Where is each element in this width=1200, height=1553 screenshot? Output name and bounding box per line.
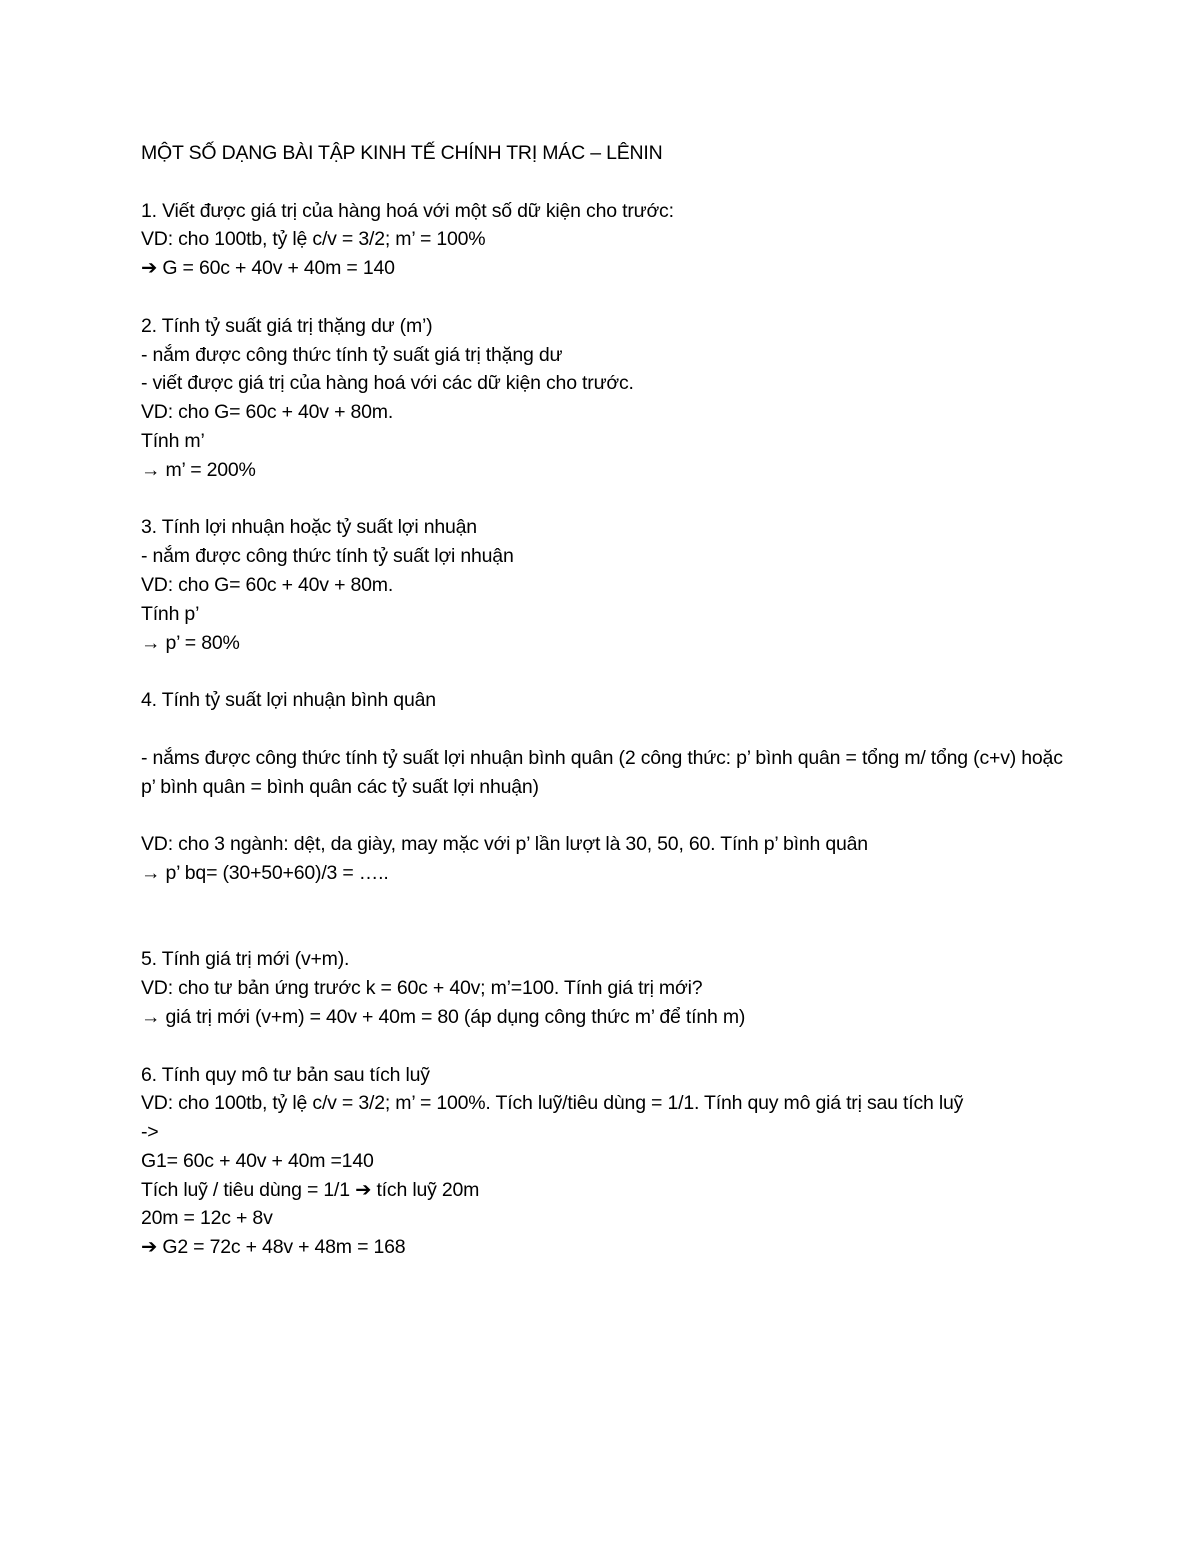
- section-1-example: VD: cho 100tb, tỷ lệ c/v = 3/2; m’ = 100%: [141, 228, 486, 251]
- spacer: [141, 657, 1071, 686]
- section-5-heading: 5. Tính giá trị mới (v+m).: [141, 948, 350, 971]
- section-3-heading: 3. Tính lợi nhuận hoặc tỷ suất lợi nhuận: [141, 516, 477, 539]
- section-6: [141, 1061, 1071, 1263]
- section-1: [141, 197, 1071, 283]
- section-1-heading: 1. Viết được giá trị của hàng hoá với một số dữ kiện cho trước:: [141, 199, 674, 222]
- section-5: [141, 945, 1071, 1031]
- spacer: [141, 888, 1071, 946]
- section-6-step-3: 20m = 12c + 8v: [141, 1207, 273, 1230]
- section-4-heading: 4. Tính tỷ suất lợi nhuận bình quân: [141, 689, 436, 712]
- section-6-heading: 6. Tính quy mô tư bản sau tích luỹ: [141, 1063, 430, 1086]
- section-3-point-1: - nắm được công thức tính tỷ suất lợi nhuận: [141, 545, 514, 568]
- section-4: [141, 686, 1071, 888]
- section-6-step-2: Tích luỹ / tiêu dùng = 1/1 ➔ tích luỹ 20m: [141, 1178, 480, 1201]
- spacer: [141, 715, 1071, 744]
- section-6-result: ➔ G2 = 72c + 48v + 48m = 168: [141, 1236, 406, 1259]
- section-6-example: VD: cho 100tb, tỷ lệ c/v = 3/2; m’ = 100%. Tích luỹ/tiêu dùng = 1/1. Tính quy mô giá trị sau tích luỹ: [141, 1092, 964, 1115]
- section-4-paragraph: - nắms được công thức tính tỷ suất lợi nhuận bình quân (2 công thức: p’ bình quân = tổng m/ tổng (c+v) hoặc p’ bình quân = bình quân các tỷ suất lợi nhuận): [141, 746, 1068, 798]
- document-title: MỘT SỐ DẠNG BÀI TẬP KINH TẾ CHÍNH TRỊ MÁC – LÊNIN: [141, 142, 663, 164]
- section-4-example: VD: cho 3 ngành: dệt, da giày, may mặc với p’ lần lượt là 30, 50, 60. Tính p’ bình quân: [141, 833, 868, 856]
- spacer: [141, 168, 1071, 197]
- spacer: [141, 283, 1071, 312]
- section-3-question: Tính p’: [141, 602, 200, 625]
- section-1-result: ➔ G = 60c + 40v + 40m = 140: [141, 257, 395, 280]
- document-body: [141, 139, 1071, 1262]
- section-6-arrow: ->: [141, 1121, 159, 1144]
- spacer: [141, 801, 1071, 830]
- section-3: [141, 513, 1071, 657]
- section-2-point-2: - viết được giá trị của hàng hoá với các dữ kiện cho trước.: [141, 372, 634, 395]
- spacer: [141, 485, 1071, 514]
- section-2-result: → m’ = 200%: [141, 458, 256, 481]
- section-5-example: VD: cho tư bản ứng trước k = 60c + 40v; m’=100. Tính giá trị mới?: [141, 977, 703, 1000]
- section-2-question: Tính m’: [141, 429, 205, 452]
- section-2-heading: 2. Tính tỷ suất giá trị thặng dư (m’): [141, 314, 433, 337]
- section-6-step-1: G1= 60c + 40v + 40m =140: [141, 1149, 374, 1172]
- section-3-example: VD: cho G= 60c + 40v + 80m.: [141, 573, 394, 596]
- section-5-result: → giá trị mới (v+m) = 40v + 40m = 80 (áp dụng công thức m’ để tính m): [141, 1005, 746, 1028]
- section-2: [141, 312, 1071, 485]
- section-3-result: → p’ = 80%: [141, 631, 240, 654]
- spacer: [141, 1032, 1071, 1061]
- section-2-example: VD: cho G= 60c + 40v + 80m.: [141, 401, 394, 424]
- section-2-point-1: - nắm được công thức tính tỷ suất giá trị thặng dư: [141, 343, 563, 366]
- section-4-result: → p’ bq= (30+50+60)/3 = …..: [141, 861, 389, 884]
